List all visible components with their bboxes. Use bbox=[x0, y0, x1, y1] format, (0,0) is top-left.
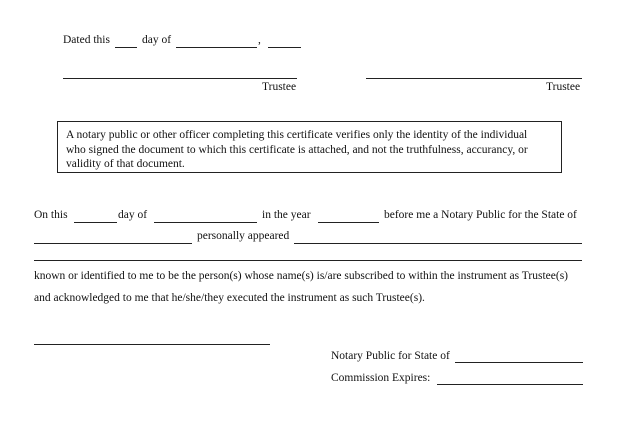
appeared-name-blank[interactable] bbox=[294, 243, 582, 244]
on-this-label: On this bbox=[34, 209, 68, 221]
personally-appeared-label: personally appeared bbox=[197, 230, 290, 242]
before-me-label: before me a Notary Public for the State of bbox=[384, 209, 577, 221]
ack-day-blank[interactable] bbox=[74, 222, 117, 223]
dated-day-of-label: day of bbox=[142, 34, 172, 46]
notary-notice-box bbox=[57, 121, 562, 173]
dated-day-blank[interactable] bbox=[115, 47, 137, 48]
commission-expires-blank[interactable] bbox=[437, 384, 583, 385]
trustee-label-left: Trustee bbox=[262, 81, 297, 93]
acknowledged-text: and acknowledged to me that he/she/they executed the instrument as such Trustee(s). bbox=[34, 292, 425, 304]
ack-year-blank[interactable] bbox=[318, 222, 379, 223]
notary-signature-line[interactable] bbox=[34, 344, 270, 345]
dated-month-blank[interactable] bbox=[176, 47, 257, 48]
commission-expires-label: Commission Expires: bbox=[331, 372, 431, 384]
ack-month-blank[interactable] bbox=[154, 222, 257, 223]
trustee-label-right: Trustee bbox=[546, 81, 581, 93]
appeared-name-continuation-blank[interactable] bbox=[34, 260, 582, 261]
known-identified-text: known or identified to me to be the person(s) whose name(s) is/are subscribed to within the instrument as Trustee(s) bbox=[34, 270, 569, 282]
dated-this-label: Dated this bbox=[63, 34, 110, 46]
trustee-signature-line-right[interactable] bbox=[366, 78, 582, 79]
notice-line: A notary public or other officer completing this certificate verifies only the identity of the individual bbox=[66, 129, 528, 141]
in-the-year-label: in the year bbox=[262, 209, 311, 221]
trustee-signature-line-left[interactable] bbox=[63, 78, 297, 79]
dated-comma: , bbox=[258, 34, 261, 46]
notice-line: validity of that document. bbox=[66, 158, 185, 170]
notary-state-value-blank[interactable] bbox=[455, 362, 583, 363]
ack-day-of-label: day of bbox=[118, 209, 148, 221]
notary-state-label: Notary Public for State of bbox=[331, 350, 450, 362]
notice-line: who signed the document to which this certificate is attached, and not the truthfulness, accurancy, or bbox=[66, 143, 528, 156]
notary-state-blank[interactable] bbox=[34, 243, 192, 244]
dated-year-blank[interactable] bbox=[268, 47, 301, 48]
